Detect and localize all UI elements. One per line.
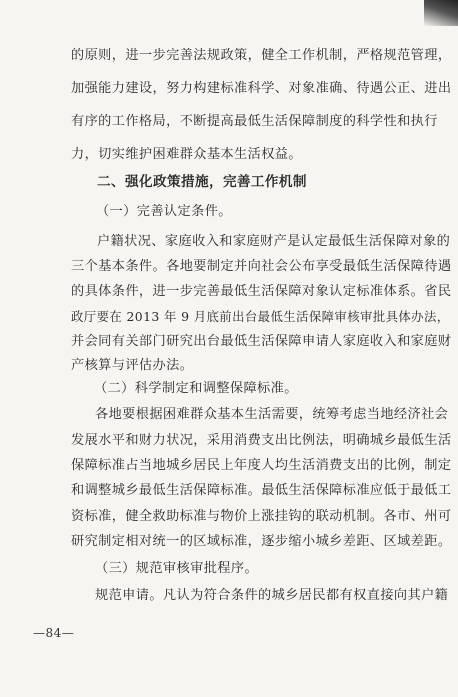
text-line-19: 研究制定相对统一的区域标准，逐步缩小城乡差距、区域差距。 [71,534,452,549]
subsection-heading-2: （二）科学制定和调整保障标准。 [94,381,298,396]
text-line-21: 规范申请。凡认为符合条件的城乡居民都有权直接向其户籍 [95,588,449,603]
text-line-7: 户籍状况、家庭收入和家庭财产是认定最低生活保障对象的 [97,234,451,249]
section-heading: 二、强化政策措施，完善工作机制 [97,174,307,190]
text-line-4: 力，切实维护困难群众基本生活权益。 [71,147,302,162]
subsection-heading-3: （三）规范审核审批程序。 [95,561,259,576]
text-line-2: 加强能力建设，努力构建标准科学、对象准确、待遇公正、进出 [71,81,452,96]
text-line-14: 各地要根据困难群众基本生活需要，统筹考虑当地经济社会 [95,407,449,422]
text-line-8: 三个基本条件。各地要制定并向社会公布享受最低生活保障待遇 [71,259,452,274]
scan-dark-corner [424,0,458,26]
text-line-12: 产核算与评估办法。 [71,358,194,373]
text-line-9: 的具体条件，进一步完善最低生活保障对象认定标准体系。省民 [71,284,452,299]
page-number: —84— [33,626,75,640]
text-line-11: 并会同有关部门研究出台最低生活保障申请人家庭收入和家庭财 [71,334,452,349]
text-line-18: 资标准，健全救助标准与物价上涨挂钩的联动机制。各市、州可 [71,509,452,524]
text-line-15: 发展水平和财力状况，采用消费支出比例法，明确城乡最低生活 [71,433,452,448]
text-line-17: 和调整城乡最低生活保障标准。最低生活保障标准应低于最低工 [71,483,452,498]
subsection-heading-1: （一）完善认定条件。 [96,204,232,219]
text-line-16: 保障标准占当地城乡居民上年度人均生活消费支出的比例，制定 [71,458,452,473]
text-line-10: 政厅要在 2013 年 9 月底前出台最低生活保障审核审批具体办法， [71,309,450,324]
text-line-3: 有序的工作格局，不断提高最低生活保障制度的科学性和执行 [71,114,438,129]
text-line-1: 的原则，进一步完善法规政策，健全工作机制，严格规范管理， [71,48,452,63]
